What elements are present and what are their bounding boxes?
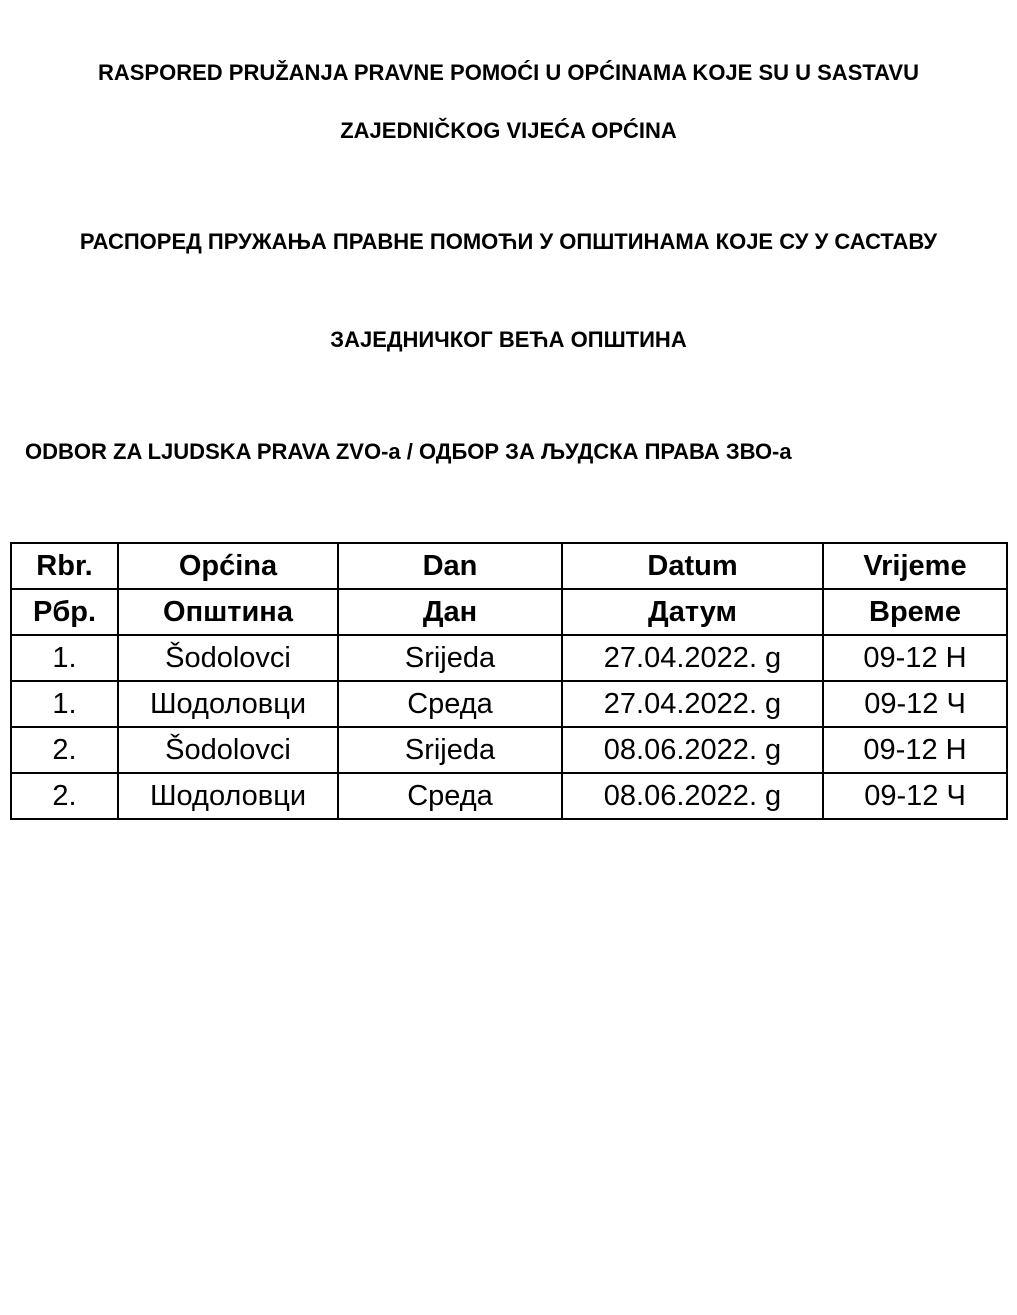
col-header-datum-cyrillic: Датум — [562, 589, 823, 635]
heading-latin-line2: ZAJEDNIČKOG VIJEĆA OPĆINA — [340, 118, 677, 143]
heading-cyrillic-line1: РАСПОРЕД ПРУЖАЊА ПРАВНЕ ПОМОЋИ У ОПШТИНАМА КОЈЕ СУ У САСТАВУ — [79, 229, 938, 254]
cell-opcina: Шодоловци — [118, 773, 338, 819]
table-row — [11, 681, 1007, 727]
cell-vrijeme: 09-12 H — [823, 727, 1007, 773]
cell-dan: Среда — [338, 681, 562, 727]
col-header-vrijeme: Vrijeme — [823, 543, 1007, 589]
cell-dan: Srijeda — [338, 635, 562, 681]
committee-title: ODBOR ZA LJUDSKA PRAVA ZVO-a / ОДБОР ЗА ЉУДСКА ПРАВА ЗВО-а — [25, 439, 792, 464]
cell-vrijeme: 09-12 H — [823, 635, 1007, 681]
cell-rbr: 1. — [11, 681, 118, 727]
cell-datum: 08.06.2022. g — [562, 773, 823, 819]
cell-datum: 08.06.2022. g — [562, 727, 823, 773]
cell-rbr: 2. — [11, 773, 118, 819]
cell-opcina: Šodolovci — [118, 635, 338, 681]
cell-datum: 27.04.2022. g — [562, 635, 823, 681]
col-header-dan: Dan — [338, 543, 562, 589]
cell-opcina: Šodolovci — [118, 727, 338, 773]
cell-datum: 27.04.2022. g — [562, 681, 823, 727]
schedule-table — [10, 542, 1008, 820]
col-header-datum: Datum — [562, 543, 823, 589]
header-row-latin — [11, 543, 1007, 589]
heading-cyrillic-line2: ЗАЈЕДНИЧКОГ ВЕЋА ОПШТИНА — [330, 327, 687, 352]
col-header-rbr-cyrillic: Рбр. — [11, 589, 118, 635]
header-row-cyrillic — [11, 589, 1007, 635]
cell-dan: Среда — [338, 773, 562, 819]
heading-latin-line1: RASPORED PRUŽANJA PRAVNE POMOĆI U OPĆINAMA KOJE SU U SASTAVU — [97, 60, 919, 85]
table-row — [11, 773, 1007, 819]
table-row — [11, 727, 1007, 773]
cell-vrijeme: 09-12 Ч — [823, 681, 1007, 727]
col-header-opstina-cyrillic: Општина — [118, 589, 338, 635]
col-header-opcina: Općina — [118, 543, 338, 589]
col-header-rbr: Rbr. — [11, 543, 118, 589]
cell-opcina: Шодоловци — [118, 681, 338, 727]
cell-dan: Srijeda — [338, 727, 562, 773]
cell-rbr: 2. — [11, 727, 118, 773]
col-header-vreme-cyrillic: Време — [823, 589, 1007, 635]
col-header-dan-cyrillic: Дан — [338, 589, 562, 635]
table-row — [11, 635, 1007, 681]
cell-vrijeme: 09-12 Ч — [823, 773, 1007, 819]
cell-rbr: 1. — [11, 635, 118, 681]
